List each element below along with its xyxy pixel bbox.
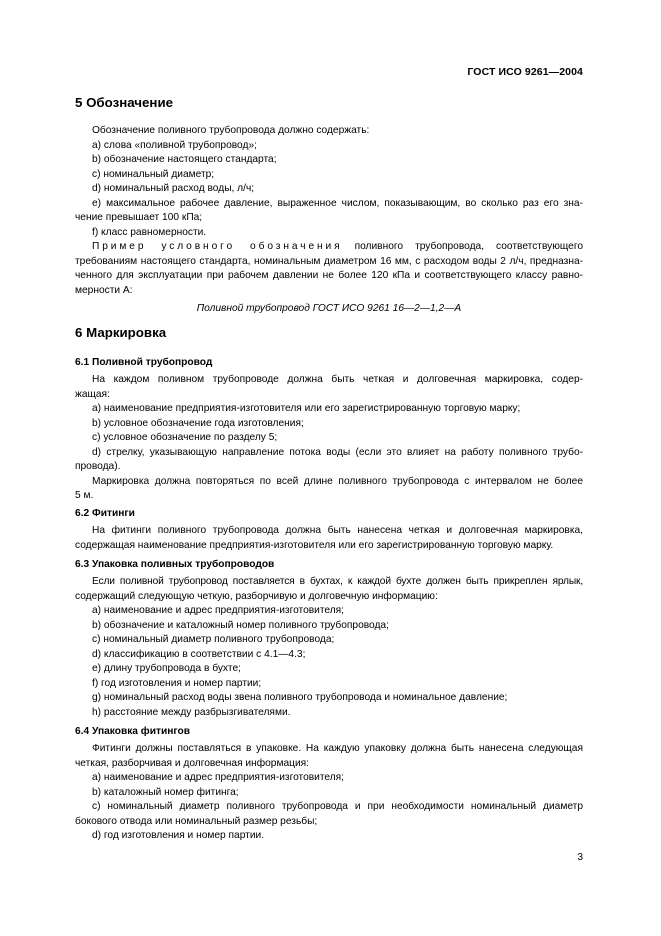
paragraph-line: четкая, разборчивая и долговечная информация: xyxy=(75,757,310,769)
section-6-4-body xyxy=(75,742,583,844)
list-item: a) наименование предприятия-изготовителя или его зарегистрированную торговую марку; xyxy=(92,403,521,414)
section-6-3-heading: 6.3 Упаковка поливных трубопроводов xyxy=(75,559,275,570)
section-6-1-heading: 6.1 Поливной трубопровод xyxy=(75,357,213,368)
list-item-continuation: провода). xyxy=(75,461,121,472)
example-label: Пример условного обозначения xyxy=(92,241,343,252)
section-6-1-body xyxy=(75,373,583,504)
section-6-4-heading: 6.4 Упаковка фитингов xyxy=(75,726,190,737)
paragraph-line: содержащий следующую четкую, разборчивую и долговечную информацию: xyxy=(75,590,438,602)
section-6-2-body xyxy=(75,524,583,553)
paragraph-line: Маркировка должна повторяться по всей длине поливного трубопровода с интервалом не более xyxy=(92,475,583,487)
list-item: a) наименование и адрес предприятия-изготовителя; xyxy=(92,605,345,616)
list-item: c) номинальный диаметр поливного трубопровода; xyxy=(92,634,335,645)
paragraph-line: жащая: xyxy=(75,388,110,400)
section-5-heading: 5 Обозначение xyxy=(75,95,174,110)
paragraph-line: На каждом поливном трубопроводе должна быть четкая и долговечная маркировка, содер- xyxy=(92,374,583,385)
list-item: g) номинальный расход воды звена поливного трубопровода и номинальное давление; xyxy=(92,692,508,703)
list-item: d) классификацию в соответствии с 4.1—4.3; xyxy=(92,648,306,660)
page-number: 3 xyxy=(577,852,583,863)
example-line: требованиям настоящего стандарта, номинальным диаметром 16 мм, с расходом воды 2 л/ч, предназна- xyxy=(75,255,583,267)
list-item-continuation: чение превышает 100 кПа; xyxy=(75,212,203,223)
designation-example: Поливной трубопровод ГОСТ ИСО 9261 16—2—1,2—А xyxy=(196,303,462,314)
list-item: d) год изготовления и номер партии. xyxy=(92,830,265,841)
list-item: b) условное обозначение года изготовления; xyxy=(92,417,304,429)
paragraph-line: 5 м. xyxy=(75,490,94,501)
list-item: c) номинальный диаметр; xyxy=(92,168,215,180)
section-5-intro: Обозначение поливного трубопровода должно содержать: xyxy=(92,125,370,136)
section-6-heading: 6 Маркировка xyxy=(75,325,167,340)
list-item: b) каталожный номер фитинга; xyxy=(92,786,239,798)
paragraph-line: На фитинги поливного трубопровода должна быть нанесена четкая и долговечная маркировка, xyxy=(92,525,583,536)
list-item: d) номинальный расход воды, л/ч; xyxy=(92,183,255,194)
list-item: e) максимальное рабочее давление, выраженное числом, показывающим, во сколько раз его зна- xyxy=(92,197,583,209)
list-item: e) длину трубопровода в бухте; xyxy=(92,663,241,674)
list-item: b) обозначение и каталожный номер поливного трубопровода; xyxy=(92,619,389,631)
list-item: f) год изготовления и номер партии; xyxy=(92,677,262,689)
paragraph-line: Если поливной трубопровод поставляется в бухтах, к каждой бухте должен быть прикреплен ярлык, xyxy=(92,576,583,587)
example-line: мерности А: xyxy=(75,284,133,296)
example-first-line xyxy=(92,240,583,255)
example-line: ченного для эксплуатации при рабочем давлении не более 120 кПа и соответствующего классу равно- xyxy=(75,270,583,281)
list-item: c) номинальный диаметр поливного трубопровода и при необходимости номинальный диаметр xyxy=(92,801,583,812)
list-item: b) обозначение настоящего стандарта; xyxy=(92,154,277,165)
section-5-body xyxy=(75,124,583,317)
section-6-2-heading: 6.2 Фитинги xyxy=(75,508,135,519)
list-item: a) наименование и адрес предприятия-изготовителя; xyxy=(92,772,345,783)
list-item: d) стрелку, указывающую направление потока воды (если это влияет на работу поливного трубо- xyxy=(92,446,583,458)
example-text: поливного трубопровода, соответствующего xyxy=(342,241,583,252)
list-item: a) слова «поливной трубопровод»; xyxy=(92,139,257,151)
list-item-continuation: бокового отвода или номинальный размер резьбы; xyxy=(75,815,318,827)
document-header: ГОСТ ИСО 9261—2004 xyxy=(467,66,583,78)
list-item: c) условное обозначение по разделу 5; xyxy=(92,432,278,443)
list-item: h) расстояние между разбрызгивателями. xyxy=(92,706,291,718)
paragraph-line: содержащая наименование предприятия-изготовителя или его зарегистрированную торговую марку. xyxy=(75,539,554,551)
list-item: f) класс равномерности. xyxy=(92,226,207,238)
section-6-3-body xyxy=(75,575,583,720)
paragraph-line: Фитинги должны поставляться в упаковке. На каждую упаковку должна быть нанесена следующая xyxy=(92,743,583,754)
